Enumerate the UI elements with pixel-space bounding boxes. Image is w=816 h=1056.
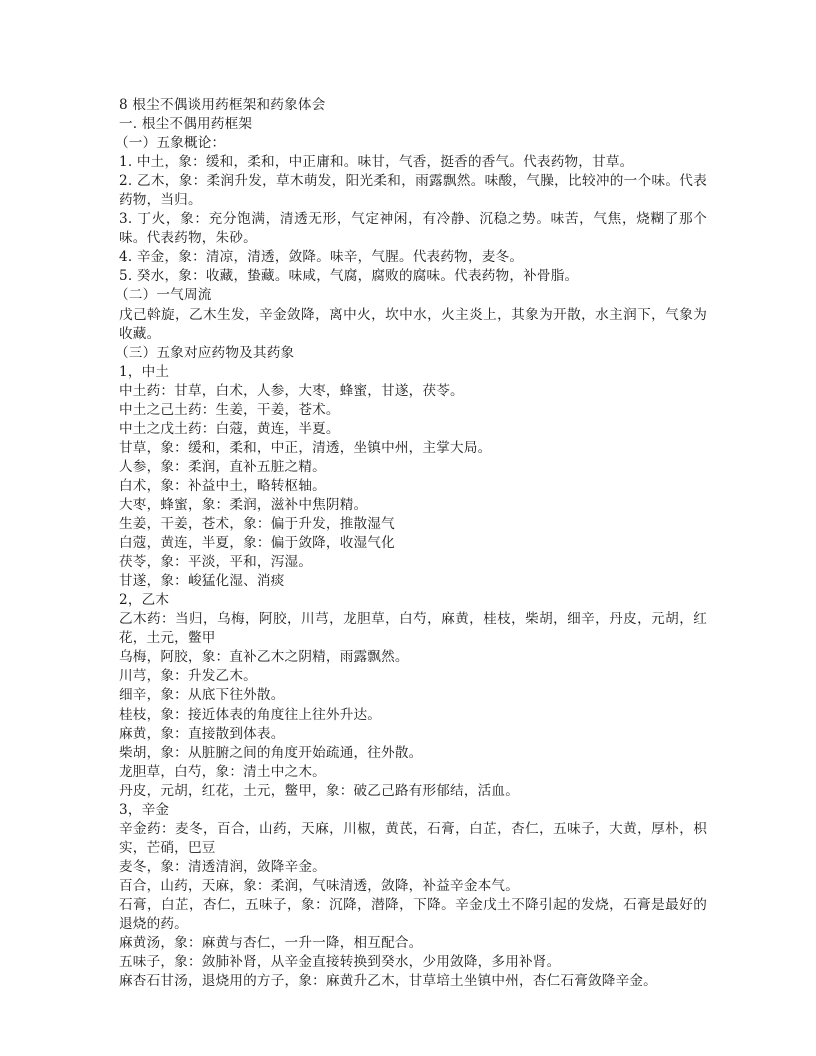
- text-line: 细辛，象：从底下往外散。: [119, 687, 285, 704]
- text-line: 辛金药：麦冬，百合，山药，天麻，川椒，黄芪，石膏，白芷，杏仁，五味子，大黄，厚朴，枳实，芒硝，巴豆: [119, 820, 707, 856]
- text-line: 麻杏石甘汤，退烧用的方子，象：麻黄升乙木，甘草培土坐镇中州，杏仁石膏敛降辛金。: [119, 973, 657, 990]
- paragraph: 戊己斡旋，乙木生发，辛金敛降，离中火，坎中水，火主炎上，其象为开散，水主润下，气象为收藏。: [119, 306, 707, 342]
- text-line: 乌梅，阿胶，象：直补乙木之阴精，雨露飘然。: [119, 649, 409, 666]
- text-line: 茯苓，象：平淡，平和，泻湿。: [119, 554, 313, 571]
- text-line: 甘草，象：缓和，柔和，中正，清透，坐镇中州，主掌大局。: [119, 439, 492, 456]
- text-line: 乙木药：当归，乌梅，阿胶，川芎，龙胆草，白芍，麻黄，桂枝，柴胡，细辛，丹皮，元胡，红花，土元，鳖甲: [119, 611, 707, 647]
- list-item: 1. 中土，象：缓和，柔和，中正庸和。味甘，气香，挺香的香气。代表药物，甘草。: [119, 154, 634, 171]
- subsection-heading: （三）五象对应药物及其药象: [115, 344, 295, 361]
- text-line: 大枣，蜂蜜，象：柔润，滋补中焦阴精。: [119, 496, 368, 513]
- text-line: 白术，象：补益中土，略转枢轴。: [119, 477, 326, 494]
- list-item: 5. 癸水，象：收藏，蛰藏。味咸，气腐，腐败的腐味。代表药物，补骨脂。: [119, 268, 579, 285]
- subsection-heading: （一）五象概论：: [115, 135, 226, 152]
- text-line: 桂枝，象：接近体表的角度往上往外升达。: [119, 706, 382, 723]
- text-line: 石膏，白芷，杏仁，五味子，象：沉降，潜降，下降。辛金戊土不降引起的发烧，石膏是最好的退烧的药。: [119, 896, 707, 933]
- document-page: [115, 96, 707, 991]
- text-line: 龙胆草，白芍，象：清土中之木。: [119, 763, 326, 780]
- text-line: 丹皮，元胡，红花，土元，鳖甲，象：破乙己路有形郁结，活血。: [119, 782, 520, 799]
- text-line: 柴胡，象：从脏腑之间的角度开始疏通，往外散。: [119, 744, 423, 761]
- text-line: 麻黄，象：直接散到体表。: [119, 725, 285, 742]
- list-item: 3. 丁火，象：充分饱满，清透无形，气定神闲，有冷静、沉稳之势。味苦，气焦，烧糊了那个味。代表药物，朱砂。: [119, 211, 707, 247]
- text-line: 白蔻，黄连，半夏，象：偏于敛降，收湿气化: [119, 535, 395, 552]
- section-heading: 一. 根尘不偶用药框架: [119, 116, 253, 133]
- list-item: 2. 乙木，象：柔润升发，草木萌发，阳光柔和，雨露飘然。味酸，气臊，比较冲的一个味。代表药物，当归。: [119, 173, 707, 209]
- group-heading: 1，中土: [119, 363, 170, 380]
- document-title: 8 根尘不偶谈用药框架和药象体会: [119, 97, 326, 113]
- text-line: 中土药：甘草，白术，人参，大枣，蜂蜜，甘遂，茯苓。: [119, 382, 464, 399]
- text-line: 百合，山药，天麻，象：柔润，气味清透，敛降，补益辛金本气。: [119, 877, 520, 894]
- text-line: 中土之戊土药：白蔻，黄连，半夏。: [119, 420, 340, 437]
- subsection-heading: （二）一气周流: [115, 287, 212, 304]
- text-line: 五味子，象：敛肺补肾，从辛金直接转换到癸水，少用敛降，多用补肾。: [119, 954, 561, 971]
- text-line: 甘遂，象：峻猛化湿、消痰: [119, 573, 285, 590]
- group-heading: 3，辛金: [119, 801, 170, 818]
- text-line: 中土之己土药：生姜，干姜，苍术。: [119, 401, 340, 418]
- text-line: 人参，象：柔润，直补五脏之精。: [119, 458, 326, 475]
- text-line: 麻黄汤，象：麻黄与杏仁，一升一降，相互配合。: [119, 935, 423, 952]
- text-line: 川芎，象：升发乙木。: [119, 668, 257, 685]
- text-line: 麦冬，象：清透清润，敛降辛金。: [119, 858, 326, 875]
- list-item: 4. 辛金，象：清凉，清透，敛降。味辛，气腥。代表药物，麦冬。: [119, 249, 524, 266]
- group-heading: 2，乙木: [119, 592, 170, 609]
- text-line: 生姜，干姜，苍术，象：偏于升发，推散湿气: [119, 516, 395, 533]
